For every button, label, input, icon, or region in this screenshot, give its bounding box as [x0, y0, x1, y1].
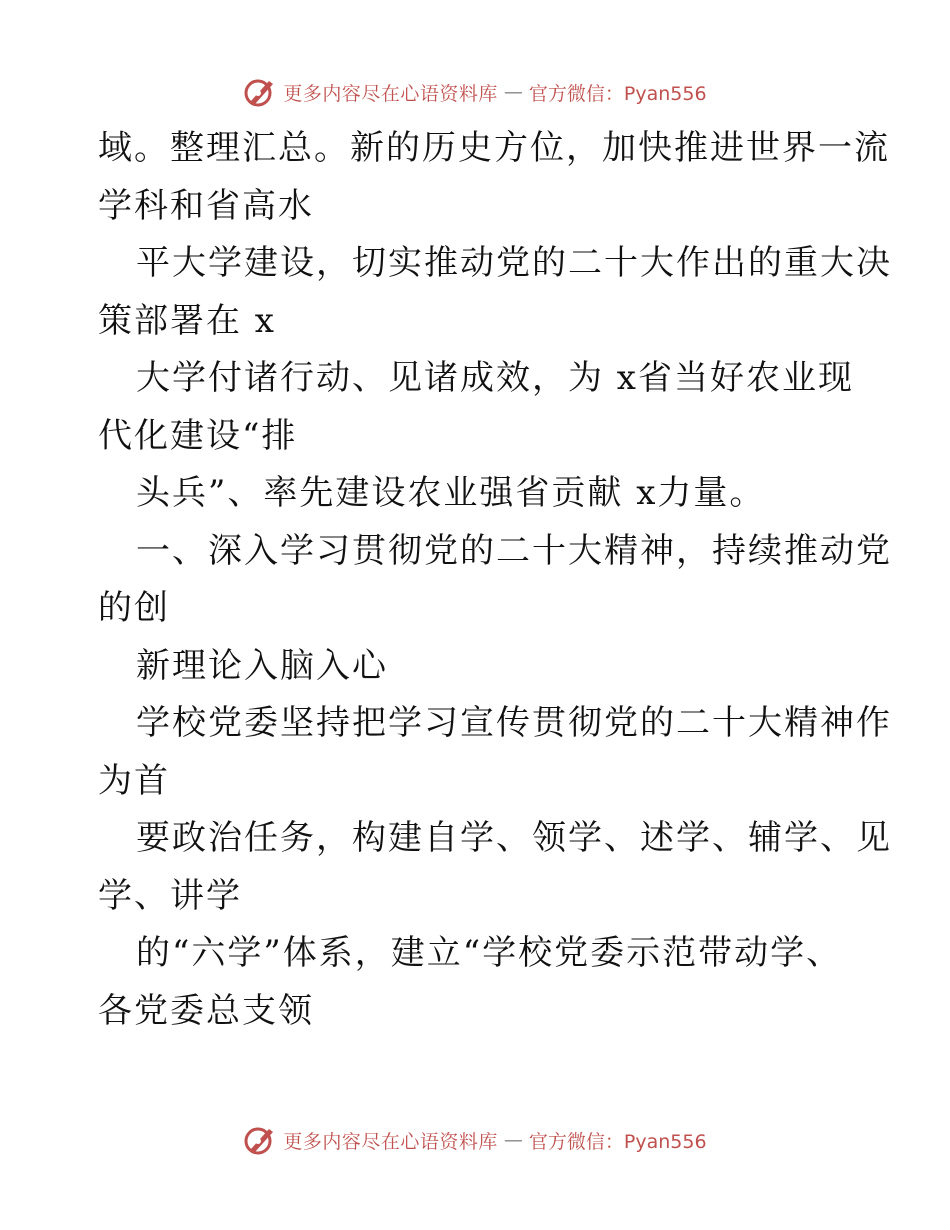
section-heading-line: 的创	[98, 588, 170, 628]
header-banner-wechat: 官方微信：Pyan556	[528, 82, 707, 105]
text-line: 学校党委坚持把学习宣传贯彻党的二十大精神作	[136, 703, 892, 743]
pen-logo-icon	[243, 75, 277, 109]
text-line: 学、讲学	[98, 875, 242, 916]
text-line: 大学付诸行动、见诸成效，为 x省当好农业现	[136, 358, 854, 398]
section-heading-line: 一、深入学习贯彻党的二十大精神，持续推动党	[136, 530, 892, 571]
header-banner-separator: —	[503, 81, 523, 103]
text-line: 平大学建设，切实推动党的二十大作出的重大决	[136, 243, 892, 283]
pen-logo-icon	[243, 1123, 277, 1157]
text-line: 各党委总支领	[98, 990, 314, 1031]
section-heading-line: 新理论入脑入心	[136, 645, 388, 686]
header-banner-text: 更多内容尽在心语资料库	[283, 82, 498, 105]
text-line: 学科和省高水	[98, 185, 314, 226]
header-banner	[0, 72, 950, 112]
text-line: 域。整理汇总。新的历史方位，加快推进世界一流	[98, 128, 890, 168]
text-line: 为首	[98, 760, 170, 801]
text-line: 的“六学”体系，建立“学校党委示范带动学、	[136, 933, 843, 973]
text-line: 代化建设“排	[98, 415, 298, 456]
text-line: 头兵”、率先建设农业强省贡献 x力量。	[136, 473, 766, 513]
document-body	[98, 120, 892, 1040]
footer-banner	[0, 1120, 950, 1160]
footer-banner-text: 更多内容尽在心语资料库	[283, 1130, 498, 1153]
text-line: 要政治任务，构建自学、领学、述学、辅学、见	[136, 818, 892, 858]
footer-banner-separator: —	[503, 1129, 523, 1151]
text-line: 策部署在 x	[98, 300, 276, 341]
footer-banner-wechat: 官方微信：Pyan556	[528, 1130, 707, 1153]
